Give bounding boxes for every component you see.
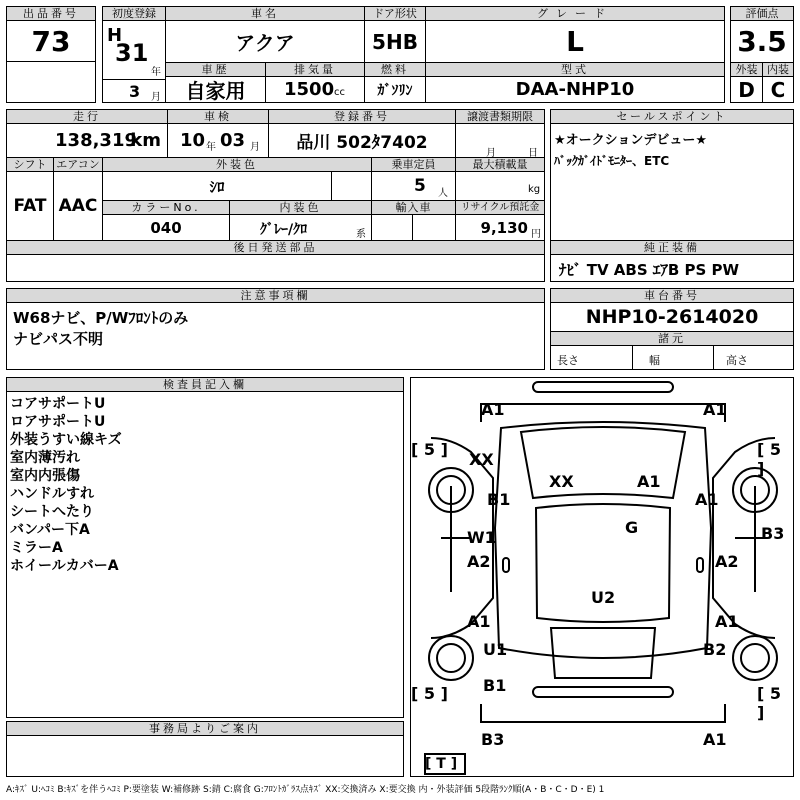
import-header: 輸入車 — [371, 200, 456, 215]
damage-roof: G — [625, 518, 639, 537]
door-type-header: ドア形状 — [364, 6, 426, 21]
recycle-number: 9,130 — [480, 219, 528, 237]
recycle-value — [455, 214, 545, 241]
year-unit: 年 — [151, 67, 161, 78]
length-label: 長さ — [557, 354, 579, 367]
kei-unit: 系 — [356, 229, 366, 240]
inspector-header: 検査員記入欄 — [6, 377, 404, 392]
car-outline — [411, 378, 794, 777]
yen-unit: 円 — [531, 229, 541, 240]
ext-color-value: ｼﾛ — [102, 171, 332, 201]
first-reg-year: 31 — [115, 39, 149, 67]
inspector-line: ハンドルすれ — [10, 486, 94, 502]
capacity-header: 乗車定員 — [371, 157, 456, 172]
aircon-value: AAC — [53, 171, 103, 241]
selling-point-2: ﾊﾞｯｸｶﾞｲﾄﾞﾓﾆﾀｰ、ETC — [554, 154, 670, 168]
aircon-header: エアコン — [53, 157, 103, 172]
genuine-equipment-body — [550, 254, 794, 282]
inspection-year: 10 — [180, 130, 206, 151]
notes-line-2: ナビパス不明 — [13, 330, 104, 348]
genuine-equipment-header: 純正装備 — [550, 240, 794, 255]
inspector-line: ミラーA — [10, 540, 63, 556]
inspection-header: 車検 — [167, 109, 269, 124]
capacity-value — [371, 171, 456, 201]
damage-door-fl2: A2 — [467, 552, 491, 571]
damage-quarter-rl: U1 — [483, 640, 508, 659]
inspector-line: 室内薄汚れ — [10, 450, 80, 466]
later-parts-header: 後日発送部品 — [6, 240, 545, 255]
inspector-line: コアサポートU — [10, 396, 106, 412]
inspector-line: 室内内張傷 — [10, 468, 80, 484]
inspector-line: ロアサポートU — [10, 414, 106, 430]
length-cell — [550, 345, 633, 370]
shift-header: シフト — [6, 157, 54, 172]
door-type-value: 5HB — [364, 20, 426, 63]
damage-fender-fr: A1 — [695, 490, 719, 509]
recycle-header: リサイクル預託金 — [455, 200, 545, 215]
damage-tire-rl: [ 5 ] — [411, 684, 448, 703]
chassis-no-value: NHP10-2614020 — [550, 302, 794, 332]
fuel-header: 燃料 — [364, 62, 426, 77]
ext-color-header: 外装色 — [102, 157, 372, 172]
interior-score: C — [762, 76, 794, 103]
model-code-value: DAA-NHP10 — [425, 76, 725, 103]
later-parts-body — [6, 254, 545, 282]
max-load-value — [455, 171, 545, 201]
selling-points-header: セールスポイント — [550, 109, 794, 124]
grade-value: L — [425, 20, 725, 63]
import-value-b — [412, 214, 456, 241]
lot-no-header: 出品番号 — [6, 6, 96, 21]
displacement-value — [265, 76, 365, 103]
damage-front-left: A1 — [481, 400, 505, 419]
damage-roof-rear: U2 — [591, 588, 616, 607]
history-header: 車歴 — [165, 62, 266, 77]
notes-line-1: W68ナビ、P/Wﾌﾛﾝﾄのみ — [13, 309, 189, 327]
inspection-month-unit: 月 — [250, 142, 260, 153]
height-cell — [713, 345, 794, 370]
displacement-number: 1500 — [284, 79, 335, 100]
person-unit: 人 — [438, 188, 448, 199]
deadline-day-unit: 日 — [528, 148, 538, 158]
color-no-value: 040 — [102, 214, 230, 241]
transfer-deadline-value — [455, 123, 545, 158]
lot-no-blank — [6, 61, 96, 103]
width-label: 幅 — [649, 354, 660, 367]
displacement-header: 排気量 — [265, 62, 365, 77]
color-no-header: カラーNo. — [102, 200, 230, 215]
ext-color-blank — [331, 171, 372, 201]
damage-door-rl: A1 — [467, 612, 491, 631]
office-header: 事務局よりご案内 — [6, 721, 404, 736]
damage-rear-right: A1 — [703, 730, 727, 749]
notes-header: 注意事項欄 — [6, 288, 545, 303]
fuel-value: ｶﾞｿﾘﾝ — [364, 76, 426, 103]
car-name-header: 車名 — [165, 6, 365, 21]
damage-rear-left: B3 — [481, 730, 505, 749]
reg-no-value: 品川 502ﾀ7402 — [268, 123, 456, 158]
selling-point-1: ★オークションデビュー★ — [554, 133, 708, 148]
damage-side-right: B3 — [761, 524, 785, 543]
dimensions-header: 諸元 — [550, 331, 794, 346]
transfer-deadline-header: 譲渡書類期限 — [455, 109, 545, 124]
notes-body — [6, 302, 545, 370]
exterior-header: 外装 — [730, 62, 763, 77]
score-header: 評価点 — [730, 6, 794, 21]
int-color-value — [229, 214, 372, 241]
damage-hood-left: XX — [549, 472, 574, 491]
chassis-no-header: 車台番号 — [550, 288, 794, 303]
height-label: 高さ — [726, 354, 748, 367]
shift-value: FAT — [6, 171, 54, 241]
cc-unit: cc — [334, 87, 345, 98]
kg-unit: kg — [528, 184, 541, 195]
int-color-text: ｸﾞﾚｰ/ｸﾛ — [260, 222, 308, 238]
reg-no-header: 登録番号 — [268, 109, 456, 124]
inspector-line: 外装うすい線キズ — [10, 432, 122, 448]
deadline-month-unit: 月 — [486, 148, 496, 158]
first-reg-value — [102, 20, 166, 80]
first-reg-header: 初度登録 — [102, 6, 166, 21]
mileage-header: 走行 — [6, 109, 168, 124]
km-unit: km — [130, 130, 161, 151]
era: H — [107, 25, 123, 46]
inspection-month: 03 — [220, 130, 246, 151]
car-name-value: アクア — [165, 20, 365, 63]
damage-spare: [ T ] — [425, 756, 458, 772]
mileage-number: 138,319 — [55, 130, 137, 151]
first-reg-month — [102, 79, 166, 103]
selling-points-body — [550, 123, 794, 241]
exterior-score: D — [730, 76, 763, 103]
inspection-year-unit: 年 — [206, 142, 216, 153]
width-cell — [632, 345, 714, 370]
int-color-header: 内装色 — [229, 200, 372, 215]
damage-hood-right: A1 — [637, 472, 661, 491]
damage-door-fl: W1 — [467, 528, 496, 547]
inspection-value — [167, 123, 269, 158]
max-load-header: 最大積載量 — [455, 157, 545, 172]
damage-tire-fl: [ 5 ] — [411, 440, 448, 459]
damage-quarter-rl2: B1 — [483, 676, 507, 695]
lot-no-value: 73 — [6, 20, 96, 62]
car-diagram — [410, 377, 794, 777]
history-value: 自家用 — [165, 76, 266, 103]
score-value: 3.5 — [730, 20, 794, 63]
capacity-number: 5 — [414, 176, 426, 196]
grade-header: グレード — [425, 6, 725, 21]
month-unit: 月 — [151, 92, 161, 103]
inspector-line: ホイールカバーA — [10, 558, 119, 574]
damage-tire-rr: [ 5 ] — [757, 684, 782, 722]
damage-front-right: A1 — [703, 400, 727, 419]
inspector-body — [6, 391, 404, 718]
damage-fender-fl2: B1 — [487, 490, 511, 509]
damage-quarter-rr: B2 — [703, 640, 727, 659]
model-code-header: 型式 — [425, 62, 725, 77]
office-body — [6, 735, 404, 777]
damage-door-rr: A1 — [715, 612, 739, 631]
damage-legend: A:ｷｽﾞ U:ﾍｺﾐ B:ｷｽﾞを伴うﾍｺﾐ P:要塗装 W:補修跡 S:錆 C:腐食 G:ﾌﾛﾝﾄｶﾞﾗｽ点ｷｽﾞ XX:交換済み X:要交換 内・外装評価 5段階ﾗﾝｸ順(A・B・C・D・E) 1 — [6, 785, 605, 795]
interior-header: 内装 — [762, 62, 794, 77]
inspector-line: バンパー下A — [10, 522, 90, 538]
import-value-a — [371, 214, 413, 241]
genuine-equipment-text: ﾅﾋﾞ TV ABS ｴｱB PS PW — [559, 261, 740, 279]
damage-fender-fl: XX — [469, 450, 494, 469]
damage-door-fr: A2 — [715, 552, 739, 571]
first-reg-month-value: 3 — [129, 82, 141, 101]
damage-tire-fr: [ 5 ] — [757, 440, 782, 478]
inspector-line: シートへたり — [10, 504, 94, 520]
mileage-value — [6, 123, 168, 158]
